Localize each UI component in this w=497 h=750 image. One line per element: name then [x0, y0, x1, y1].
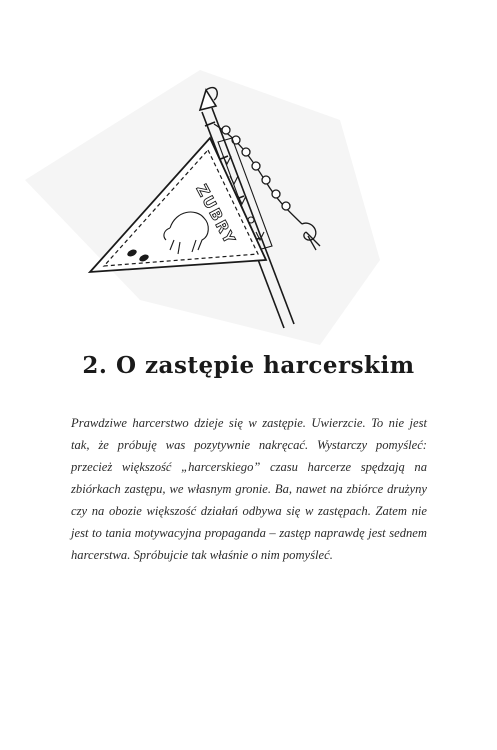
- pennant-lettering: ZUBRY: [192, 181, 240, 249]
- body-paragraph: Prawdziwe harcerstwo dzieje się w zastępie. Uwierzcie. To nie jest tak, że próbuję was pozytywnie nakręcać. Wystarczy pomyśleć: przecież większość „harcerskiego” czasu harcerze spędzają na zbiórkach zastępu, we własnym gronie. Ba, nawet na zbiórce drużyny czy na obozie większość działań odbywa się w zastępach. Zatem nie jest to tania motywacyjna propaganda – zastęp naprawdę jest sednem harcerstwa. Spróbujcie tak właśnie o nim pomyśleć.: [71, 416, 427, 562]
- chapter-title: 2. O zastępie harcerskim: [82, 352, 415, 379]
- pennant-illustration: [20, 60, 390, 350]
